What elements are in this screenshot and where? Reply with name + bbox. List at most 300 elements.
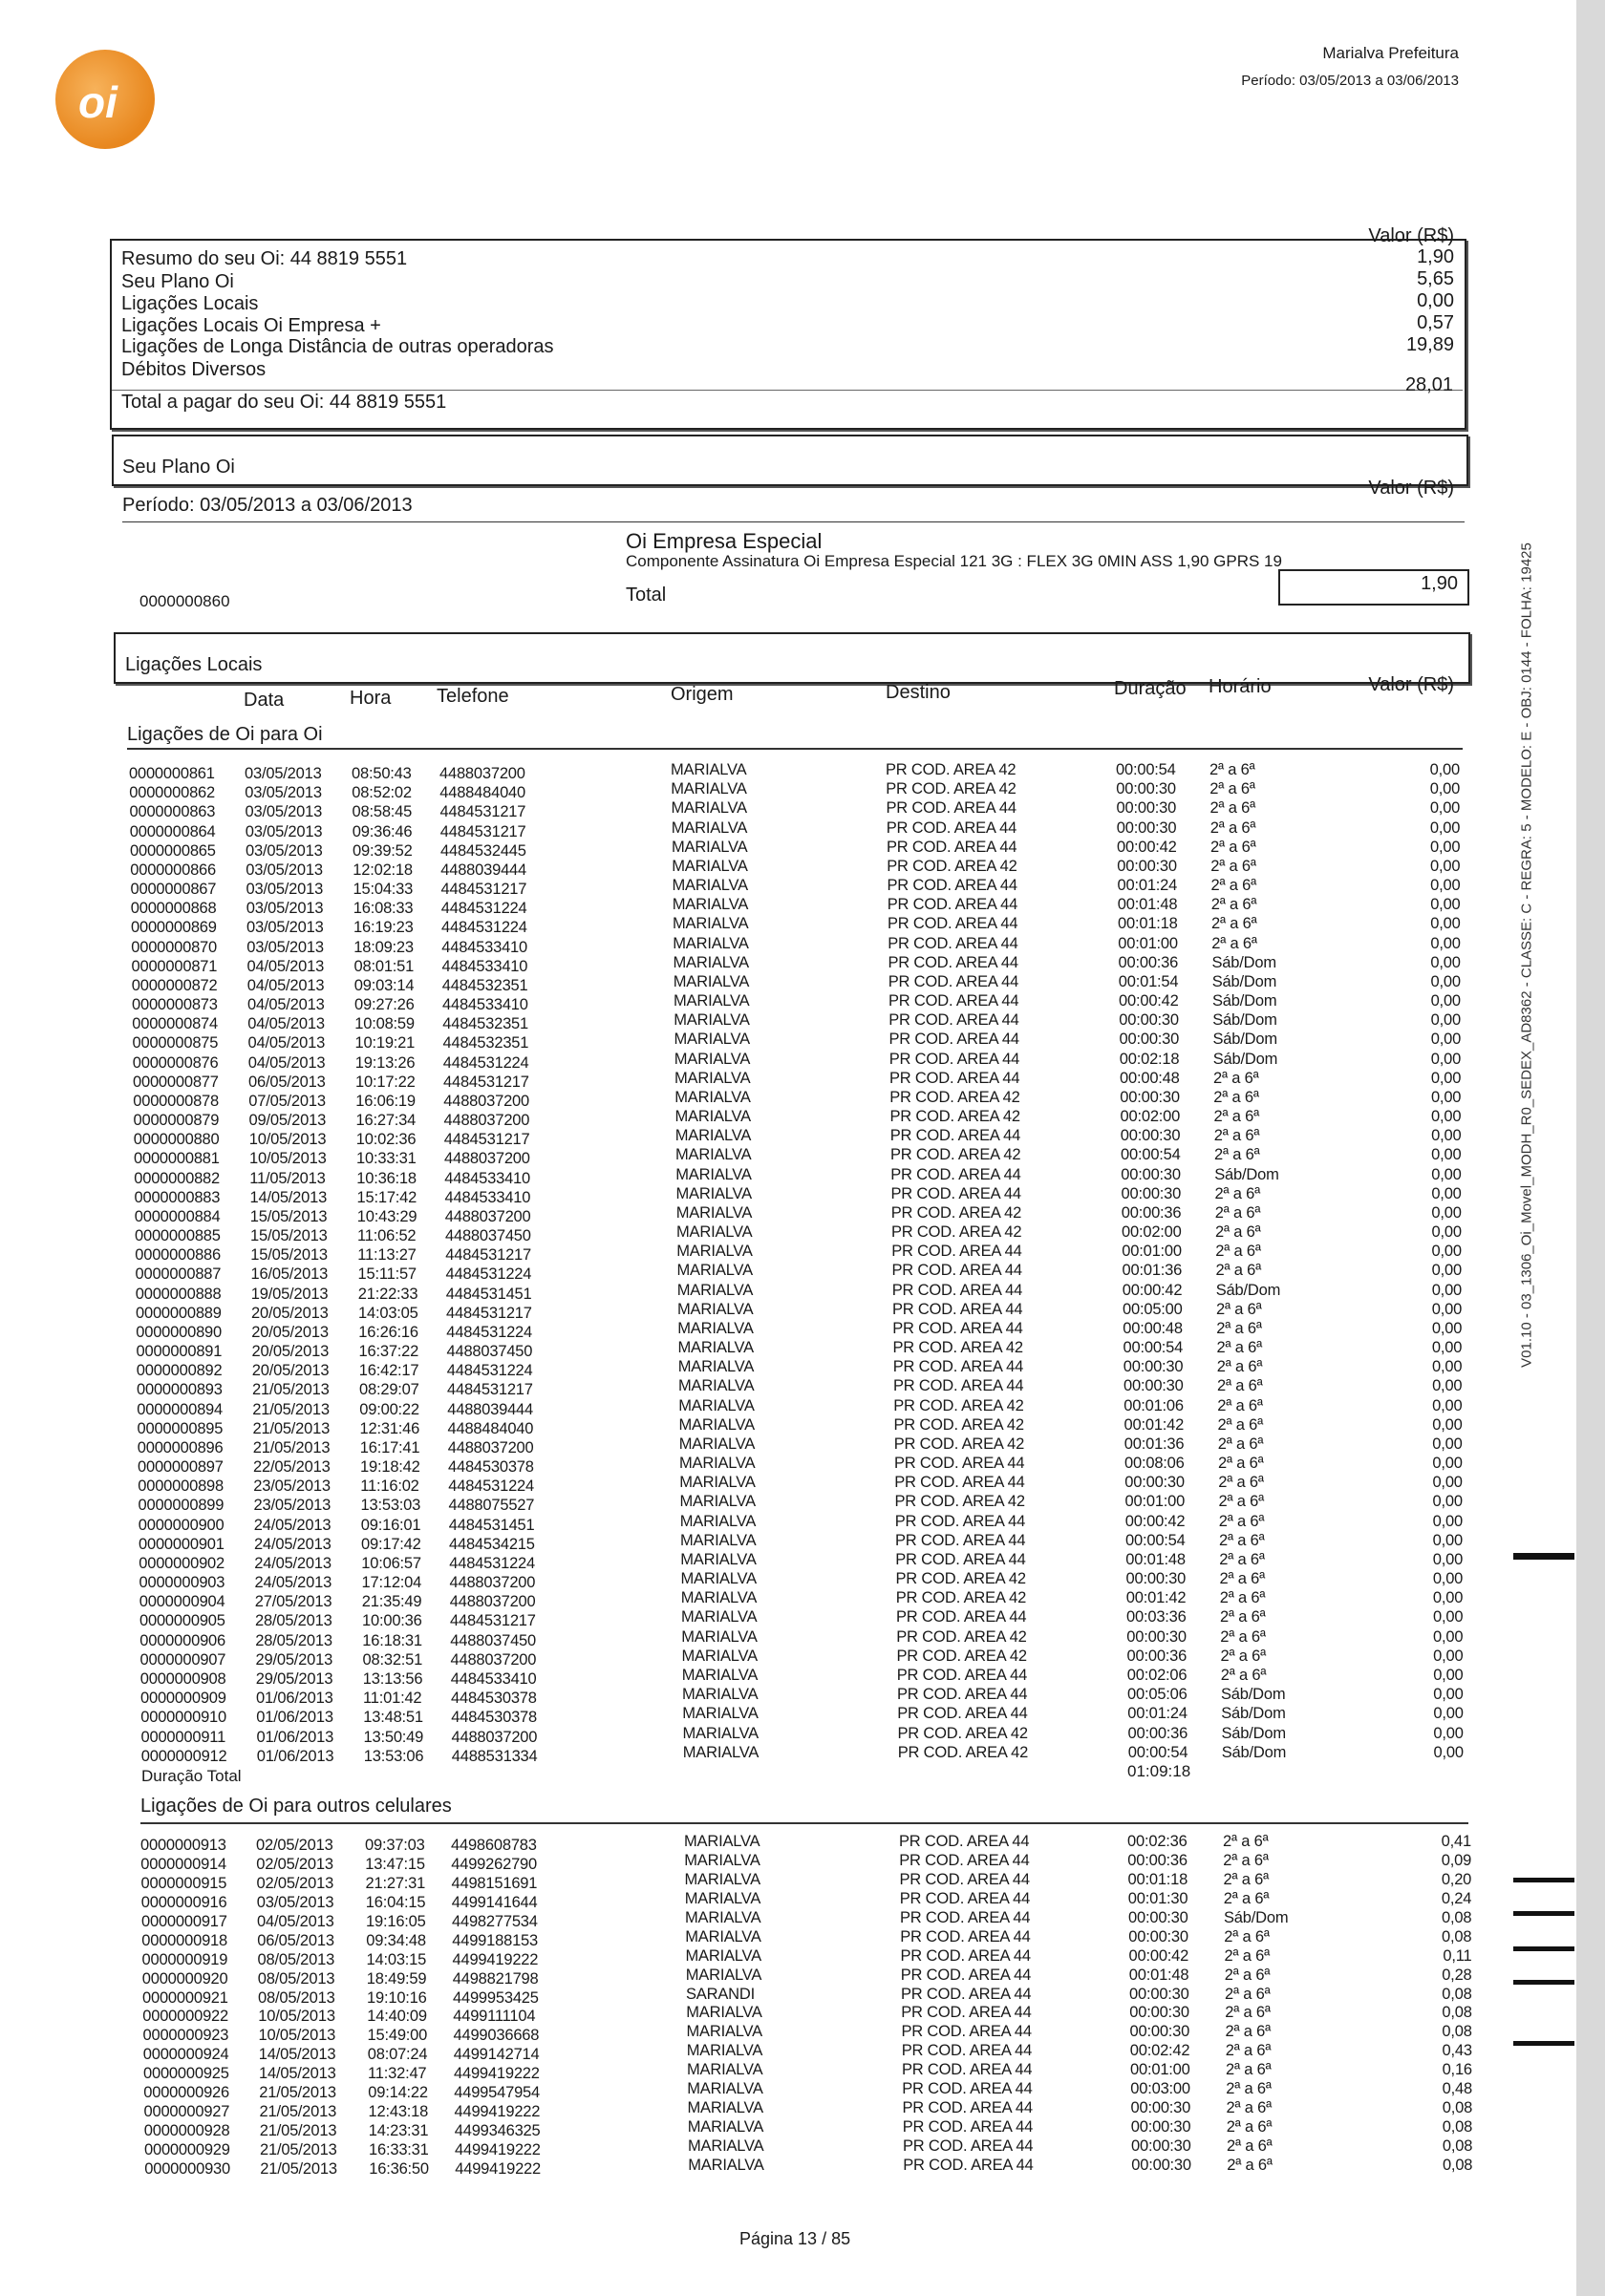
call-id: 0000000866 <box>130 861 217 879</box>
call-destination: PR COD. AREA 44 <box>897 1705 1028 1723</box>
call-destination: PR COD. AREA 44 <box>890 1165 1021 1183</box>
call-id: 0000000922 <box>142 2008 229 2026</box>
call-id: 0000000924 <box>142 2046 229 2064</box>
call-value: 0,00 <box>1430 1069 1462 1087</box>
call-id: 0000000873 <box>132 996 218 1014</box>
call-id: 0000000885 <box>135 1227 221 1245</box>
call-duration: 00:01:42 <box>1125 1589 1187 1607</box>
col-duracao: Duração <box>1114 678 1187 699</box>
col-telefone: Telefone <box>437 686 509 707</box>
call-destination: PR COD. AREA 42 <box>897 1743 1029 1761</box>
call-origin: MARIALVA <box>682 1743 760 1761</box>
call-destination: PR COD. AREA 44 <box>886 799 1016 818</box>
call-phone: 4484534215 <box>449 1535 535 1553</box>
call-id: 0000000917 <box>141 1912 227 1930</box>
call-period: 2ª a 6ª <box>1223 1833 1269 1850</box>
call-phone: 4484531217 <box>446 1304 532 1322</box>
call-origin: MARIALVA <box>676 1223 753 1242</box>
call-date: 19/05/2013 <box>250 1285 329 1303</box>
call-time: 15:11:57 <box>357 1265 417 1284</box>
summary-item-label: Ligações de Longa Distância de outras operadoras <box>121 336 554 357</box>
col-origem: Origem <box>671 684 734 705</box>
call-value: 0,00 <box>1432 1415 1463 1434</box>
call-value: 0,00 <box>1431 1223 1462 1242</box>
call-duration: 00:01:00 <box>1124 1493 1186 1511</box>
call-time: 16:33:31 <box>369 2141 429 2159</box>
call-origin: MARIALVA <box>676 1262 753 1280</box>
call-phone: 4484532351 <box>441 976 528 994</box>
call-time: 09:03:14 <box>353 976 415 994</box>
call-time: 16:19:23 <box>353 919 414 937</box>
call-origin: MARIALVA <box>681 1627 758 1646</box>
call-destination: PR COD. AREA 44 <box>887 877 1017 895</box>
call-phone: 4499141644 <box>451 1893 538 1911</box>
call-period: Sáb/Dom <box>1212 1050 1278 1068</box>
call-period: 2ª a 6ª <box>1215 1262 1262 1280</box>
call-origin: MARIALVA <box>688 2156 764 2174</box>
call-origin: MARIALVA <box>686 2004 762 2022</box>
call-phone: 4499419222 <box>455 2141 541 2159</box>
call-phone: 4484533410 <box>442 996 528 1014</box>
call-phone: 4484533410 <box>444 1169 531 1187</box>
call-value: 0,00 <box>1432 1531 1463 1549</box>
call-id: 0000000871 <box>131 957 218 975</box>
call-id: 0000000929 <box>144 2141 230 2159</box>
call-phone: 4484532351 <box>442 1015 529 1033</box>
call-value: 0,00 <box>1433 1705 1464 1723</box>
call-phone: 4499419222 <box>454 2103 541 2121</box>
plan-value-header: Valor (R$) <box>1368 478 1454 499</box>
call-phone: 4488531334 <box>451 1747 538 1765</box>
call-duration: 00:01:30 <box>1127 1889 1188 1907</box>
call-origin: MARIALVA <box>687 2118 764 2137</box>
call-origin: MARIALVA <box>678 1415 755 1434</box>
call-date: 01/06/2013 <box>256 1690 333 1708</box>
call-time: 19:18:42 <box>360 1458 420 1477</box>
call-id: 0000000911 <box>140 1728 226 1746</box>
call-phone: 4484531451 <box>448 1516 535 1534</box>
call-phone: 4484531224 <box>446 1362 533 1380</box>
call-period: 2ª a 6ª <box>1224 1927 1270 1945</box>
summary-value-header: Valor (R$) <box>1368 225 1454 246</box>
call-origin: MARIALVA <box>676 1281 754 1299</box>
call-origin: MARIALVA <box>687 2080 763 2098</box>
call-period: 2ª a 6ª <box>1216 1319 1262 1337</box>
call-duration: 00:01:06 <box>1124 1396 1184 1414</box>
call-date: 20/05/2013 <box>251 1343 330 1361</box>
call-value: 0,00 <box>1429 761 1460 778</box>
call-duration: 00:02:18 <box>1119 1050 1180 1068</box>
call-phone: 4488037200 <box>444 1150 530 1168</box>
col-horario: Horário <box>1209 676 1272 697</box>
call-phone: 4484532445 <box>440 841 526 860</box>
call-origin: MARIALVA <box>674 1050 751 1068</box>
call-duration: 00:00:42 <box>1124 1512 1186 1530</box>
call-date: 29/05/2013 <box>255 1650 333 1669</box>
call-phone: 4499346325 <box>454 2122 541 2140</box>
call-origin: MARIALVA <box>681 1608 758 1626</box>
call-destination: PR COD. AREA 44 <box>901 2023 1032 2041</box>
call-time: 11:06:52 <box>357 1227 417 1245</box>
call-duration: 00:00:48 <box>1123 1319 1183 1337</box>
plan-name: Oi Empresa Especial <box>626 529 823 553</box>
call-id: 0000000896 <box>137 1438 224 1456</box>
call-duration: 00:00:30 <box>1119 1031 1180 1049</box>
call-destination: PR COD. AREA 44 <box>886 818 1017 837</box>
call-id: 0000000903 <box>139 1574 225 1592</box>
summary-item-value: 1,90 <box>1417 246 1454 267</box>
plan-id: 0000000860 <box>139 592 230 610</box>
call-origin: SARANDI <box>686 1985 755 2003</box>
call-id: 0000000891 <box>136 1343 223 1361</box>
call-origin: MARIALVA <box>677 1300 754 1318</box>
call-period: 2ª a 6ª <box>1227 2137 1273 2156</box>
call-destination: PR COD. AREA 42 <box>894 1493 1025 1511</box>
call-value: 0,00 <box>1430 1011 1461 1030</box>
call-period: 2ª a 6ª <box>1218 1493 1265 1511</box>
call-date: 29/05/2013 <box>255 1669 333 1688</box>
call-time: 09:00:22 <box>359 1400 419 1418</box>
call-destination: PR COD. AREA 44 <box>887 896 1018 914</box>
call-value: 0,08 <box>1442 2156 1473 2174</box>
call-origin: MARIALVA <box>678 1435 756 1453</box>
call-origin: MARIALVA <box>679 1493 756 1511</box>
call-date: 10/05/2013 <box>249 1150 327 1168</box>
call-time: 12:02:18 <box>353 861 413 879</box>
call-id: 0000000927 <box>143 2103 230 2121</box>
call-period: 2ª a 6ª <box>1224 1966 1271 1984</box>
call-duration: 00:01:24 <box>1117 877 1178 895</box>
call-period: 2ª a 6ª <box>1213 1108 1260 1126</box>
call-value: 0,28 <box>1442 1966 1472 1984</box>
call-date: 24/05/2013 <box>254 1535 332 1553</box>
call-date: 03/05/2013 <box>256 1893 334 1911</box>
call-destination: PR COD. AREA 44 <box>903 2137 1034 2156</box>
call-time: 09:37:03 <box>365 1837 425 1854</box>
plan-component: Componente Assinatura Oi Empresa Especial 121 3G : FLEX 3G 0MIN ASS 1,90 GPRS 19 <box>626 552 1282 570</box>
call-destination: PR COD. AREA 44 <box>894 1455 1025 1473</box>
call-phone: 4484533410 <box>444 1188 531 1206</box>
call-destination: PR COD. AREA 44 <box>900 1966 1032 1984</box>
side-control-code: V01.10 - 03_1306_Oi_Movel_MODH_R0_SEDEX_AD8362 - CLASSE: C - REGRA: 5 - MODELO: E - OBJ: 0144 - FOLHA: 19425 <box>1518 542 1535 1368</box>
call-period: Sáb/Dom <box>1212 1011 1277 1030</box>
call-duration: 00:01:48 <box>1125 1550 1186 1568</box>
call-destination: PR COD. AREA 42 <box>896 1647 1027 1665</box>
call-id: 0000000920 <box>141 1969 228 1988</box>
call-date: 03/05/2013 <box>246 919 324 937</box>
client-name: Marialva Prefeitura <box>1322 44 1459 62</box>
call-destination: PR COD. AREA 44 <box>900 1927 1031 1945</box>
call-id: 0000000861 <box>129 765 215 782</box>
call-period: Sáb/Dom <box>1215 1281 1281 1299</box>
duration-total-value: 01:09:18 <box>1127 1762 1191 1780</box>
call-phone: 4484531217 <box>450 1612 536 1630</box>
call-phone: 4488075527 <box>448 1497 535 1515</box>
call-id: 0000000916 <box>140 1893 227 1911</box>
call-time: 10:00:36 <box>362 1612 422 1630</box>
call-id: 0000000904 <box>139 1593 225 1611</box>
call-destination: PR COD. AREA 44 <box>894 1474 1025 1492</box>
call-value: 0,00 <box>1429 799 1461 818</box>
call-date: 02/05/2013 <box>256 1874 334 1892</box>
call-id: 0000000912 <box>140 1747 227 1765</box>
call-time: 08:58:45 <box>352 803 413 821</box>
call-id: 0000000926 <box>143 2084 230 2102</box>
call-value: 0,08 <box>1442 2118 1473 2137</box>
call-origin: MARIALVA <box>675 1146 752 1164</box>
call-duration: 00:00:30 <box>1116 799 1177 818</box>
call-value: 0,00 <box>1430 992 1461 1010</box>
call-time: 11:16:02 <box>360 1478 419 1496</box>
call-origin: MARIALVA <box>686 2042 763 2060</box>
call-time: 12:43:18 <box>368 2103 429 2121</box>
call-phone: 4484533410 <box>441 938 528 956</box>
call-origin: MARIALVA <box>673 934 749 952</box>
call-id: 0000000921 <box>142 1988 228 2007</box>
call-origin: MARIALVA <box>685 1927 761 1945</box>
call-destination: PR COD. AREA 42 <box>891 1223 1022 1242</box>
call-id: 0000000879 <box>133 1112 220 1130</box>
call-period: 2ª a 6ª <box>1226 2080 1272 2098</box>
call-date: 21/05/2013 <box>252 1400 330 1418</box>
call-duration: 00:00:30 <box>1129 1985 1189 2003</box>
call-destination: PR COD. AREA 44 <box>888 915 1018 933</box>
call-destination: PR COD. AREA 42 <box>893 1396 1024 1414</box>
call-period: 2ª a 6ª <box>1216 1339 1263 1357</box>
call-date: 04/05/2013 <box>257 1912 334 1930</box>
call-id: 0000000878 <box>133 1092 220 1110</box>
call-phone: 4499111104 <box>453 2008 536 2026</box>
call-date: 20/05/2013 <box>251 1323 329 1341</box>
call-value: 0,08 <box>1442 2099 1473 2117</box>
call-value: 0,00 <box>1431 1281 1463 1299</box>
call-date: 14/05/2013 <box>259 2065 336 2083</box>
call-value: 0,00 <box>1431 1243 1462 1261</box>
call-id: 0000000872 <box>131 976 218 994</box>
call-duration: 00:00:30 <box>1125 1570 1187 1588</box>
scan-mark <box>1513 1553 1574 1560</box>
call-origin: MARIALVA <box>671 761 747 778</box>
call-period: 2ª a 6ª <box>1223 1889 1270 1907</box>
call-period: 2ª a 6ª <box>1226 2099 1273 2117</box>
call-date: 08/05/2013 <box>258 1988 335 2007</box>
call-value: 0,24 <box>1441 1889 1472 1907</box>
call-date: 04/05/2013 <box>247 1015 325 1033</box>
call-value: 0,08 <box>1442 2137 1473 2156</box>
call-destination: PR COD. AREA 44 <box>889 1127 1021 1145</box>
call-phone: 4488039444 <box>447 1400 534 1418</box>
call-value: 0,00 <box>1429 838 1461 856</box>
call-phone: 4488484040 <box>447 1419 534 1437</box>
call-phone: 4484532351 <box>442 1034 529 1052</box>
call-destination: PR COD. AREA 44 <box>903 2156 1034 2174</box>
scan-mark <box>1513 1980 1574 1985</box>
call-value: 0,00 <box>1432 1493 1463 1511</box>
call-destination: PR COD. AREA 44 <box>891 1262 1022 1280</box>
call-value: 0,20 <box>1441 1870 1472 1888</box>
call-origin: MARIALVA <box>672 857 748 875</box>
call-id: 0000000908 <box>139 1669 226 1688</box>
call-value: 0,00 <box>1431 1127 1462 1145</box>
call-id: 0000000863 <box>129 803 216 821</box>
call-origin: MARIALVA <box>685 1908 761 1926</box>
call-value: 0,00 <box>1431 1165 1462 1183</box>
call-phone: 4488037200 <box>449 1593 536 1611</box>
call-duration: 00:01:54 <box>1118 972 1179 990</box>
call-id: 0000000894 <box>137 1400 224 1418</box>
call-time: 08:07:24 <box>367 2046 428 2064</box>
call-id: 0000000874 <box>132 1015 219 1033</box>
call-date: 10/05/2013 <box>258 2008 335 2026</box>
call-duration: 00:00:48 <box>1120 1069 1180 1087</box>
call-duration: 00:00:36 <box>1126 1647 1188 1665</box>
call-phone: 4484530378 <box>448 1458 534 1477</box>
call-value: 0,00 <box>1430 1088 1462 1106</box>
call-period: 2ª a 6ª <box>1216 1300 1262 1318</box>
call-destination: PR COD. AREA 42 <box>886 761 1016 778</box>
call-time: 19:13:26 <box>354 1053 416 1072</box>
call-time: 16:08:33 <box>353 900 414 918</box>
call-time: 13:47:15 <box>365 1855 425 1873</box>
call-date: 10/05/2013 <box>258 2027 336 2045</box>
call-duration: 00:00:30 <box>1117 857 1177 875</box>
call-duration: 00:00:42 <box>1122 1281 1183 1299</box>
call-origin: MARIALVA <box>677 1339 754 1357</box>
call-time: 08:01:51 <box>353 957 415 975</box>
call-origin: MARIALVA <box>679 1455 756 1473</box>
call-date: 01/06/2013 <box>256 1747 334 1765</box>
call-time: 18:09:23 <box>353 938 414 956</box>
call-value: 0,41 <box>1441 1833 1471 1850</box>
call-origin: MARIALVA <box>680 1589 758 1607</box>
call-duration: 00:00:54 <box>1121 1146 1181 1164</box>
summary-item-label: Resumo do seu Oi: 44 8819 5551 <box>121 248 408 269</box>
plan-total-value: 1,90 <box>1421 573 1458 594</box>
call-value: 0,00 <box>1429 818 1461 837</box>
call-time: 13:13:56 <box>362 1669 423 1688</box>
call-phone: 4484531217 <box>445 1246 532 1265</box>
call-destination: PR COD. AREA 44 <box>902 2118 1034 2137</box>
call-phone: 4484533410 <box>441 957 528 975</box>
call-time: 10:02:36 <box>355 1131 417 1149</box>
call-period: 2ª a 6ª <box>1219 1570 1266 1588</box>
call-phone: 4484531217 <box>439 822 526 840</box>
call-destination: PR COD. AREA 44 <box>896 1608 1027 1626</box>
local-calls-title: Ligações Locais <box>125 654 263 675</box>
call-destination: PR COD. AREA 44 <box>888 934 1018 952</box>
call-date: 28/05/2013 <box>255 1612 332 1630</box>
call-time: 15:49:00 <box>367 2027 428 2045</box>
call-period: 2ª a 6ª <box>1219 1589 1266 1607</box>
call-date: 28/05/2013 <box>255 1631 332 1649</box>
summary-item-value: 19,89 <box>1405 334 1454 355</box>
call-period: 2ª a 6ª <box>1209 818 1256 837</box>
call-phone: 4499953425 <box>453 1988 539 2007</box>
call-duration: 00:03:00 <box>1130 2080 1190 2098</box>
call-time: 10:06:57 <box>361 1554 421 1572</box>
call-date: 23/05/2013 <box>253 1478 331 1496</box>
call-destination: PR COD. AREA 44 <box>895 1550 1026 1568</box>
call-time: 10:36:18 <box>356 1169 417 1187</box>
call-date: 23/05/2013 <box>253 1497 332 1515</box>
call-date: 04/05/2013 <box>247 1053 326 1072</box>
call-destination: PR COD. AREA 42 <box>895 1570 1026 1588</box>
call-destination: PR COD. AREA 42 <box>890 1146 1021 1164</box>
call-time: 14:03:15 <box>366 1950 427 1968</box>
call-phone: 4484531217 <box>443 1131 530 1149</box>
call-id: 0000000888 <box>135 1285 222 1303</box>
call-time: 08:52:02 <box>352 784 412 802</box>
call-origin: MARIALVA <box>677 1358 755 1376</box>
call-date: 04/05/2013 <box>247 996 325 1014</box>
call-value: 0,00 <box>1432 1608 1464 1626</box>
call-value: 0,00 <box>1432 1358 1463 1376</box>
call-phone: 4499419222 <box>455 2159 542 2178</box>
call-origin: MARIALVA <box>684 1833 760 1850</box>
call-duration: 00:01:48 <box>1117 896 1178 914</box>
call-date: 03/05/2013 <box>246 881 324 899</box>
call-phone: 4488039444 <box>440 861 527 879</box>
call-duration: 00:01:00 <box>1118 934 1178 952</box>
call-period: 2ª a 6ª <box>1220 1666 1267 1684</box>
call-duration: 00:01:18 <box>1127 1870 1188 1888</box>
call-period: 2ª a 6ª <box>1225 1985 1271 2003</box>
call-origin: MARIALVA <box>680 1570 757 1588</box>
call-origin: MARIALVA <box>682 1724 759 1742</box>
scan-mark <box>1513 1946 1574 1951</box>
call-period: 2ª a 6ª <box>1225 2042 1272 2060</box>
call-id: 0000000884 <box>134 1207 221 1225</box>
summary-item-value: 0,57 <box>1417 312 1454 333</box>
call-period: 2ª a 6ª <box>1226 2061 1272 2079</box>
call-id: 0000000893 <box>137 1381 223 1399</box>
call-id: 0000000925 <box>143 2065 229 2083</box>
call-phone: 4499036668 <box>453 2027 540 2045</box>
call-origin: MARIALVA <box>687 2061 763 2079</box>
call-id: 0000000889 <box>136 1304 222 1322</box>
call-duration: 00:00:30 <box>1123 1358 1184 1376</box>
call-origin: MARIALVA <box>674 1127 752 1145</box>
call-destination: PR COD. AREA 44 <box>888 972 1019 990</box>
call-time: 16:18:31 <box>362 1631 422 1649</box>
call-date: 21/05/2013 <box>259 2103 337 2121</box>
call-phone: 4499142714 <box>453 2046 540 2064</box>
call-duration: 00:00:36 <box>1121 1203 1182 1222</box>
call-date: 15/05/2013 <box>250 1227 328 1245</box>
call-phone: 4484531224 <box>441 919 527 937</box>
call-id: 0000000877 <box>133 1073 219 1091</box>
call-period: Sáb/Dom <box>1212 992 1277 1010</box>
call-date: 04/05/2013 <box>246 957 325 975</box>
call-time: 16:37:22 <box>358 1343 419 1361</box>
call-period: 2ª a 6ª <box>1218 1512 1265 1530</box>
call-period: 2ª a 6ª <box>1216 1358 1263 1376</box>
call-origin: MARIALVA <box>684 1889 761 1907</box>
call-duration: 00:02:42 <box>1129 2042 1190 2060</box>
call-id: 0000000870 <box>131 938 218 956</box>
call-destination: PR COD. AREA 44 <box>895 1531 1026 1549</box>
call-duration: 00:00:30 <box>1129 2004 1189 2022</box>
call-time: 21:35:49 <box>361 1593 422 1611</box>
plan-section-box <box>112 435 1468 486</box>
call-duration: 00:00:30 <box>1120 1088 1180 1106</box>
call-date: 03/05/2013 <box>246 938 324 956</box>
call-origin: MARIALVA <box>673 953 749 971</box>
call-date: 06/05/2013 <box>257 1931 334 1949</box>
call-value: 0,00 <box>1432 1377 1463 1395</box>
call-origin: MARIALVA <box>679 1474 756 1492</box>
call-date: 27/05/2013 <box>254 1593 332 1611</box>
